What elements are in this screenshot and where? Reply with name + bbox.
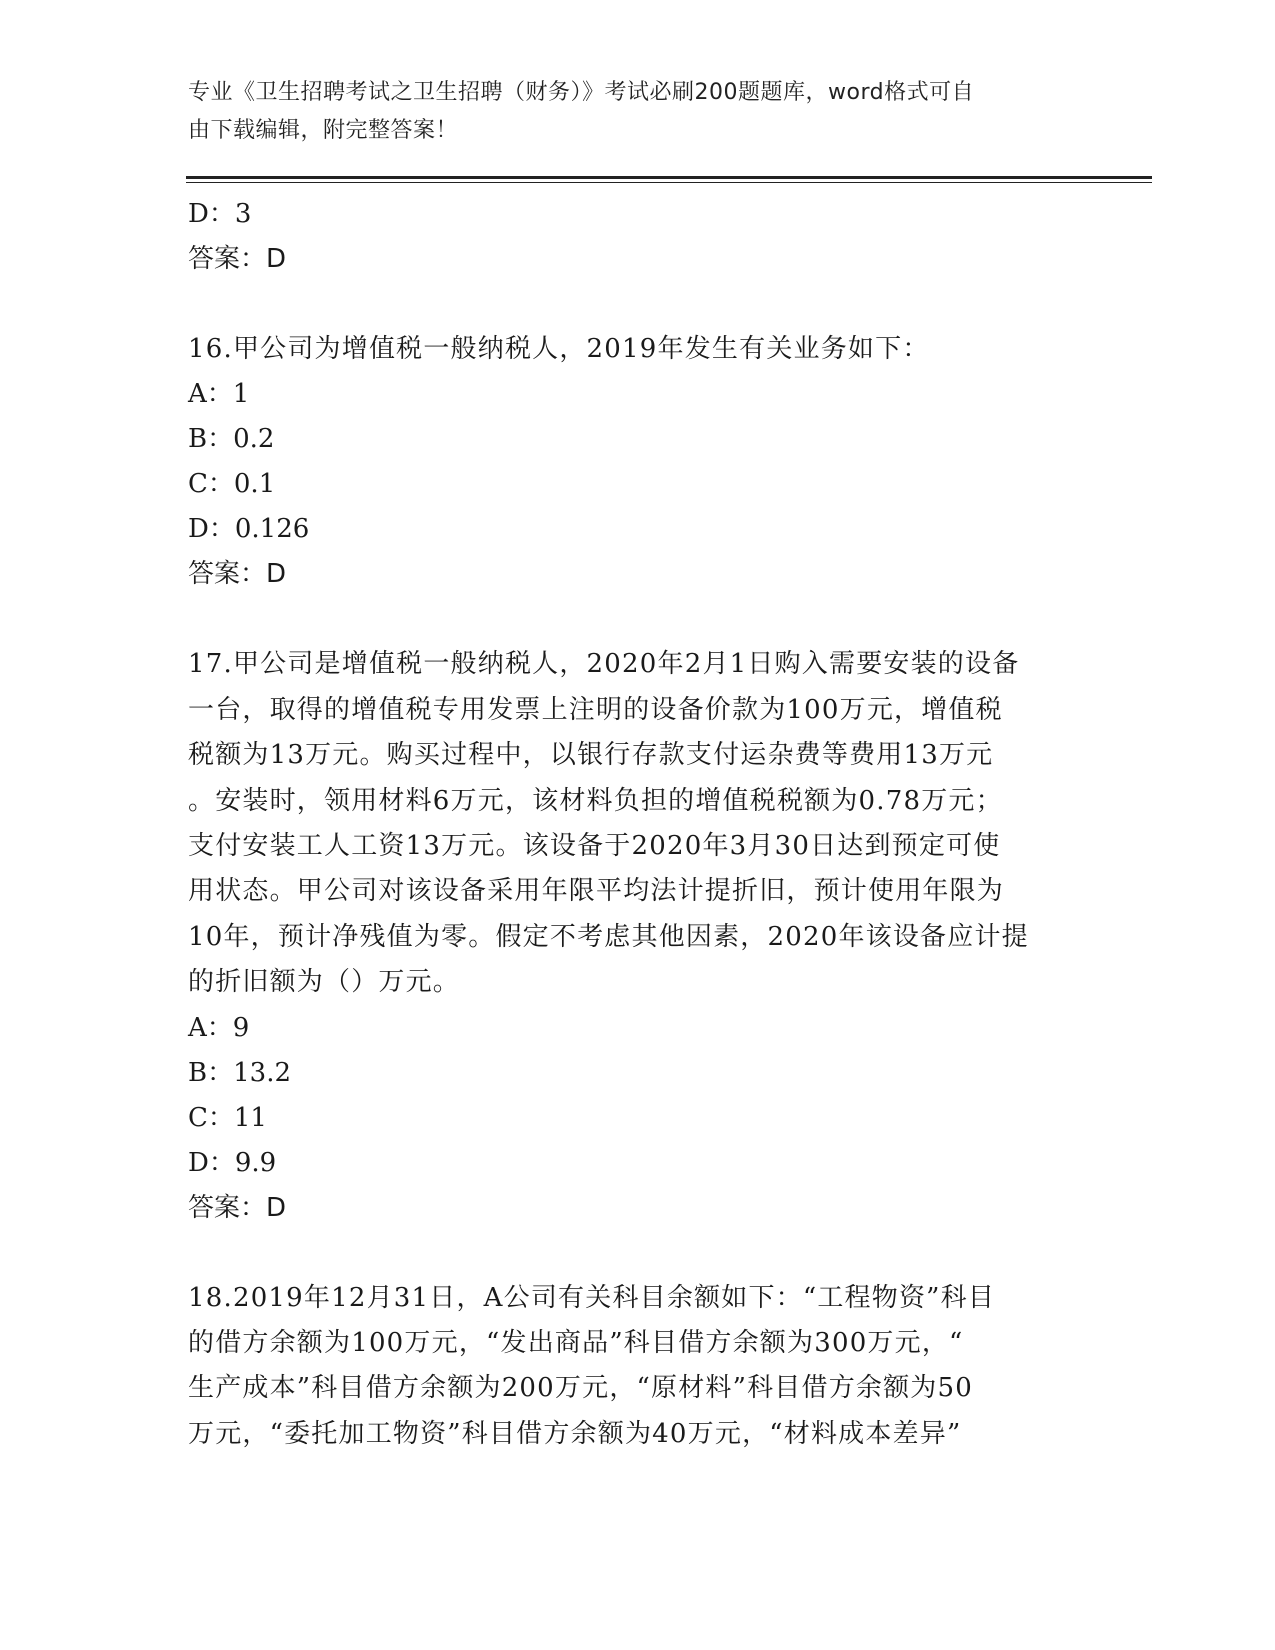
header-rule-thick xyxy=(186,176,1152,179)
option-a: A：9 xyxy=(188,1012,250,1043)
question-stem-line: 的折旧额为（）万元。 xyxy=(188,967,461,998)
question-stem-line: 一台，取得的增值税专用发票上注明的设备价款为100万元，增值税 xyxy=(188,694,1003,725)
header-line-2: 由下载编辑，附完整答案！ xyxy=(188,118,459,143)
document-header xyxy=(188,74,1068,150)
answer: 答案：D xyxy=(188,1192,287,1223)
answer: 答案：D xyxy=(188,244,287,274)
header-rule-thin xyxy=(186,182,1152,183)
option-d: D：3 xyxy=(188,199,252,229)
question-16 xyxy=(188,327,1088,597)
option-c: C：0.1 xyxy=(188,469,276,500)
question-stem-line: 的借方余额为100万元，“发出商品”科目借方余额为300万元，“ xyxy=(188,1328,964,1359)
answer: 答案：D xyxy=(188,559,287,590)
option-b: B：0.2 xyxy=(188,424,275,455)
question-stem-line: 。安装时，领用材料6万元，该材料负担的增值税税额为0.78万元； xyxy=(188,785,1003,816)
spacer xyxy=(188,282,1088,327)
question-stem-line: 18.2019年12月31日，A公司有关科目余额如下：“工程物资”科目 xyxy=(188,1282,996,1313)
document-body xyxy=(188,192,1088,1457)
question-stem-line: 生产成本”科目借方余额为200万元，“原材料”科目借方余额为50 xyxy=(188,1373,973,1404)
question-17 xyxy=(188,642,1088,1230)
option-b: B：13.2 xyxy=(188,1057,291,1088)
question-stem: 16.甲公司为增值税一般纳税人，2019年发生有关业务如下： xyxy=(188,334,930,364)
question-15-tail xyxy=(188,192,1088,282)
header-line-1: 专业《卫生招聘考试之卫生招聘（财务）》考试必刷200题题库，word格式可自 xyxy=(188,80,975,105)
question-stem-line: 税额为13万元。购买过程中，以银行存款支付运杂费等费用13万元 xyxy=(188,740,994,771)
option-a: A：1 xyxy=(188,379,250,410)
spacer xyxy=(188,597,1088,642)
spacer xyxy=(188,1231,1088,1276)
question-18 xyxy=(188,1276,1088,1458)
option-c: C：11 xyxy=(188,1102,267,1133)
option-d: D：0.126 xyxy=(188,514,310,545)
question-stem-line: 17.甲公司是增值税一般纳税人，2020年2月1日购入需要安装的设备 xyxy=(188,649,1020,680)
question-stem-line: 支付安装工人工资13万元。该设备于2020年3月30日达到预定可使 xyxy=(188,831,1001,862)
option-d: D：9.9 xyxy=(188,1147,277,1178)
question-stem-line: 万元，“委托加工物资”科目借方余额为40万元，“材料成本差异” xyxy=(188,1418,962,1449)
question-stem-line: 用状态。甲公司对该设备采用年限平均法计提折旧，预计使用年限为 xyxy=(188,876,1005,907)
question-stem-line: 10年，预计净残值为零。假定不考虑其他因素，2020年该设备应计提 xyxy=(188,921,1029,952)
